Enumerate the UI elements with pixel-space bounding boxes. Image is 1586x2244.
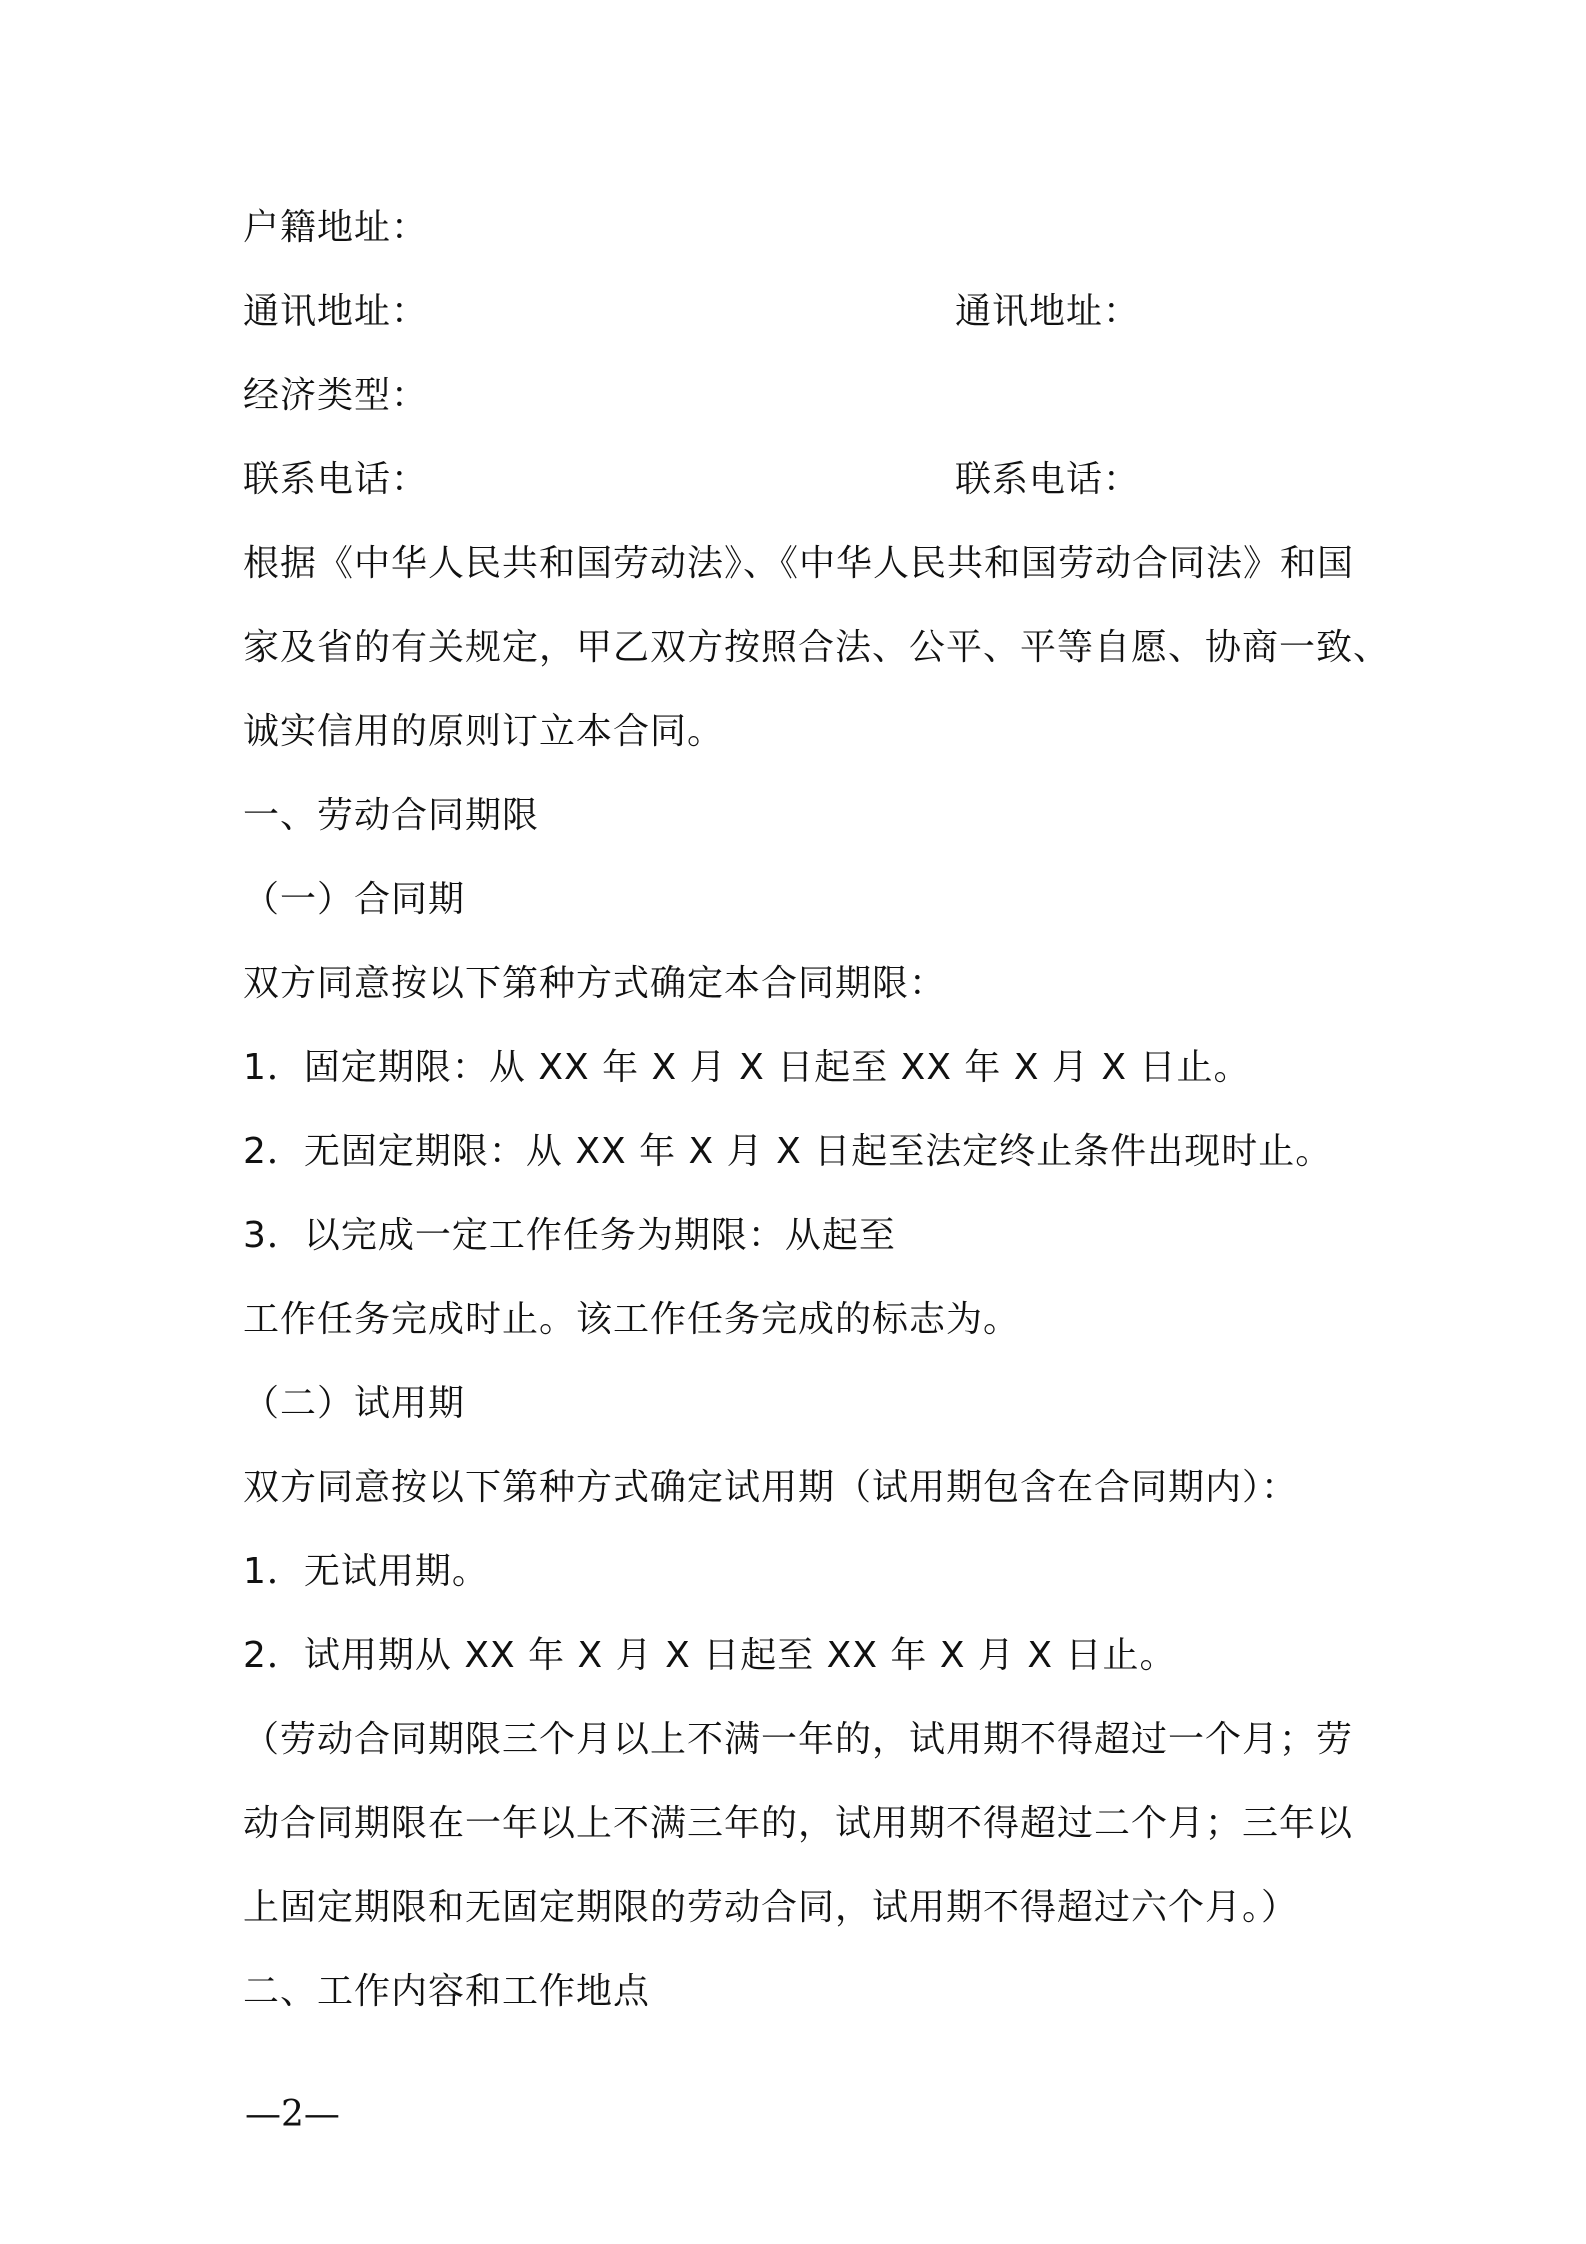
- section1-sub1-heading: （一）合同期: [243, 879, 466, 920]
- field-economic-type: [243, 354, 428, 438]
- probation-note-line-3: 上固定期限和无固定期限的劳动合同，试用期不得超过六个月。）: [243, 1887, 1299, 1928]
- section1-sub1-item1: 1．固定期限：从 XX 年 X 月 X 日起至 XX 年 X 月 X 日止。: [243, 1047, 1251, 1088]
- row-phone: [243, 438, 1343, 522]
- contact-address-left-label: 通讯地址：: [243, 291, 429, 332]
- section1-sub2-heading: （二）试用期: [243, 1383, 466, 1424]
- section1-sub2-item2: 2．试用期从 XX 年 X 月 X 日起至 XX 年 X 月 X 日止。: [243, 1635, 1177, 1676]
- economic-type-label: 经济类型：: [243, 375, 429, 416]
- probation-note-line-1: （劳动合同期限三个月以上不满一年的，试用期不得超过一个月；劳: [243, 1719, 1354, 1760]
- huji-address-label: 户籍地址：: [243, 207, 429, 248]
- phone-left-label: 联系电话：: [243, 459, 429, 500]
- preamble-line-3: 诚实信用的原则订立本合同。: [243, 711, 725, 752]
- section2-heading: 二、工作内容和工作地点: [243, 1971, 651, 2012]
- page-number: —2—: [245, 2094, 340, 2135]
- section1-sub2-intro: 双方同意按以下第种方式确定试用期（试用期包含在合同期内）：: [243, 1467, 1299, 1508]
- section1-heading: 一、劳动合同期限: [243, 795, 540, 836]
- phone-right-label: 联系电话：: [955, 459, 1141, 500]
- field-huji-address: [243, 186, 428, 270]
- section1-sub1-item3: 3．以完成一定工作任务为期限：从起至: [243, 1215, 896, 1256]
- section1-sub2-item1: 1．无试用期。: [243, 1551, 489, 1592]
- section1-sub1-intro: 双方同意按以下第种方式确定本合同期限：: [243, 963, 947, 1004]
- preamble-line-1: 根据《中华人民共和国劳动法》、《中华人民共和国劳动合同法》和国: [243, 543, 1355, 584]
- contact-address-right-label: 通讯地址：: [955, 291, 1141, 332]
- row-contact-address: [243, 270, 1343, 354]
- probation-note-line-2: 动合同期限在一年以上不满三年的，试用期不得超过二个月；三年以: [243, 1803, 1354, 1844]
- section1-sub1-item2: 2．无固定期限：从 XX 年 X 月 X 日起至法定终止条件出现时止。: [243, 1131, 1333, 1172]
- preamble-line-2: 家及省的有关规定，甲乙双方按照合法、公平、平等自愿、协商一致、: [243, 627, 1391, 668]
- section1-sub1-item3-cont: 工作任务完成时止。该工作任务完成的标志为。: [243, 1299, 1021, 1340]
